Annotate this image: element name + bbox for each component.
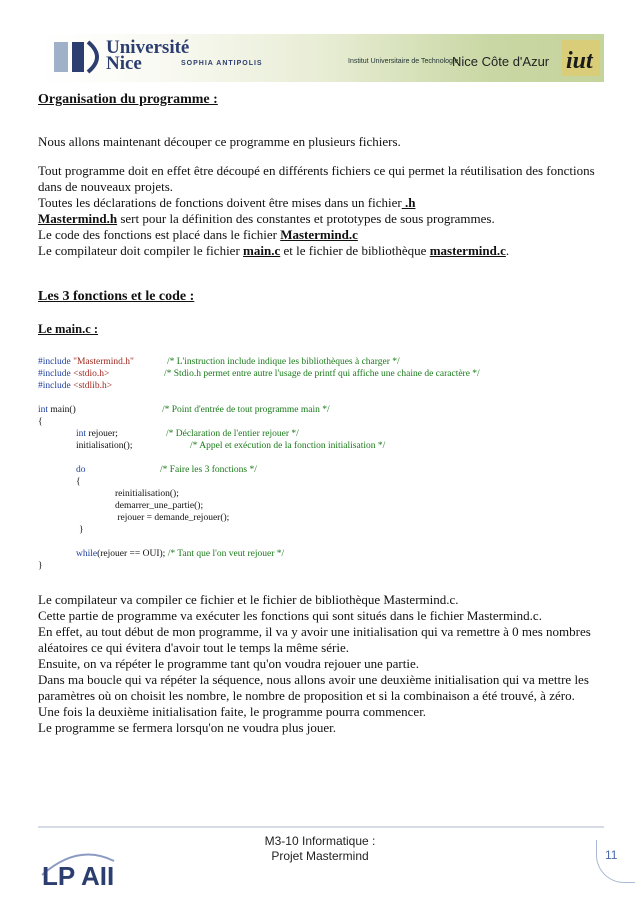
university-name: Université Nice xyxy=(106,37,190,74)
svg-text:iut: iut xyxy=(566,48,593,74)
universite-logo-icon xyxy=(52,40,108,74)
section-title-organisation: Organisation du programme : xyxy=(38,92,218,107)
paragraph-organisation: Tout programme doit en effet être découpé en différents fichiers ce qui permet la réutilisation des fonctions dans de nouveaux projets. Toutes les déclarations de fonctions doivent être mises dans un fichier .h Mastermind.h sert pour la définition des constantes et prototypes de sous programmes. Le code des fonctions est placé dans le fichier Mastermind.c Le compilateur doit compiler le fichier main.c et le fichier de bibliothèque mastermind.c. xyxy=(38,163,595,258)
footer-title: M3-10 Informatique : Projet Mastermind xyxy=(264,834,376,863)
paragraph-explanation xyxy=(38,592,604,736)
paragraph-intro: Nous allons maintenant découper ce programme en plusieurs fichiers. xyxy=(38,134,401,149)
explanation-line: Une fois la deuxième initialisation faite, le programme pourra commencer. xyxy=(38,704,427,719)
svg-text:LP AII: LP AII xyxy=(42,861,115,891)
iut-logo-icon xyxy=(560,36,602,80)
university-subtitle: SOPHIA ANTIPOLIS xyxy=(181,60,263,67)
explanation-line: paramètres où on choisit les nombre, le nombre de proposition et si la combinaison a été trouvé, à zéro. xyxy=(38,688,575,703)
iut-place: Nice Côte d'Azur xyxy=(452,54,550,69)
subtitle-main-c: Le main.c : xyxy=(38,322,99,336)
footer-divider xyxy=(38,826,604,828)
iut-label: Institut Universitaire de Technologie xyxy=(348,58,459,65)
explanation-line: Cette partie de programme va exécuter les fonctions qui sont situés dans le fichier Mastermind.c. xyxy=(38,608,542,623)
explanation-line: aléatoires ce qui évitera d'avoir tout le temps la même série. xyxy=(38,640,349,655)
lp-aii-logo-icon xyxy=(38,835,118,895)
explanation-line: Dans ma boucle qui va répéter la séquence, nous allons avoir une deuxième initialisation qui va mettre les xyxy=(38,672,589,687)
header-banner xyxy=(38,34,604,82)
page-number: 11 xyxy=(596,840,635,883)
explanation-line: Le programme se fermera lorsqu'on ne voudra plus jouer. xyxy=(38,720,336,735)
section-title-fonctions: Les 3 fonctions et le code : xyxy=(38,289,195,304)
explanation-line: En effet, au tout début de mon programme, il va y avoir une initialisation qui va remettre à 0 mes nombres xyxy=(38,624,591,639)
explanation-line: Ensuite, on va répéter le programme tant qu'on voudra rejouer une partie. xyxy=(38,656,420,671)
explanation-line: Le compilateur va compiler ce fichier et le fichier de bibliothèque Mastermind.c. xyxy=(38,592,459,607)
code-block: #include "Mastermind.h" /* L'instruction include indique les bibliothèques à charger */ #include <stdio.h> /* Stdio.h permet entre autre l'usage de printf qui affiche une chaine de caractère */ #include <stdlib.h> int main() /* Point d'entrée de tout programme main */ { int rejouer; /* Déclaration de l'entier rejouer */ initialisation(); /* Appel et exécution de la fonction initialisation */ do /* Faire les 3 fonctions */ { reinitialisation(); demarrer_une_partie(); rejouer = demande_rejouer(); } while(rejouer == OUI); /* Tant que l'on veut rejouer */ } xyxy=(38,357,480,571)
